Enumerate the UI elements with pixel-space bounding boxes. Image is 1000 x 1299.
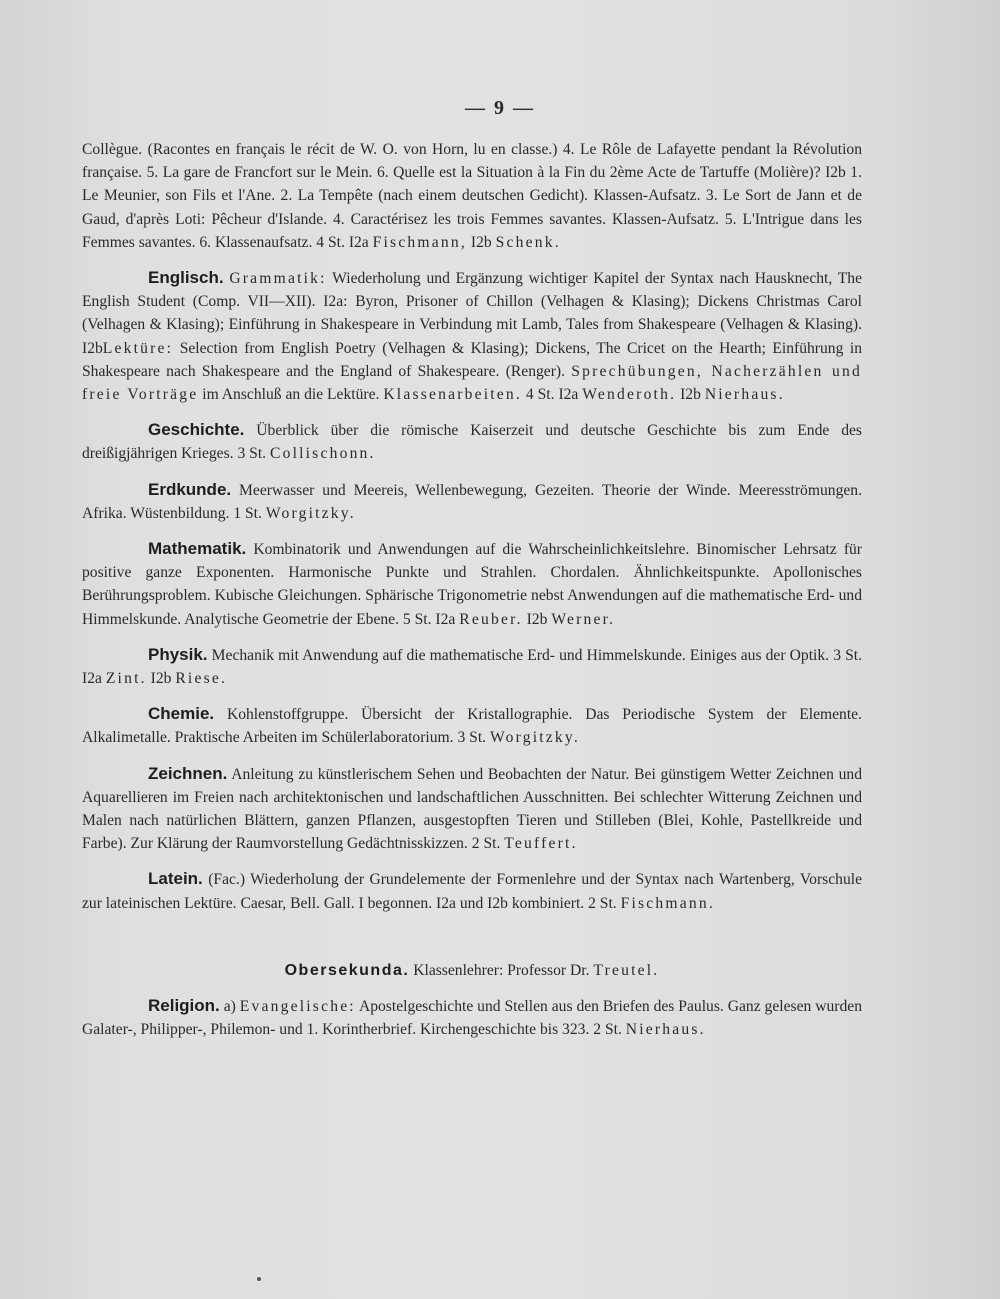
teacher-name: Teuffert. — [504, 835, 578, 853]
section-geschichte: Geschichte. Überblick über die römische Kaiserzeit und deutsche Geschichte bis zum Ende des dreißigjährigen Krieges. 3 St. Collischonn. — [82, 420, 862, 463]
teacher-name: Fischmann. — [620, 894, 715, 912]
intro-paragraph: Collègue. (Racontes en français le récit de W. O. von Horn, lu en classe.) 4. Le Rôle de Lafayette pendant la Révolution française. 5. La gare de Francfort sur le Mein. 6. Quelle est la Situation à la Fin du 2ème Acte de Tartuffe (Molière)? I2b 1. Le Meunier, son Fils et l'Ane. 2. La Tempête (nach einem deutschen Gedicht). Klassen-Aufsatz. 3. Le Sort de Jann et de Gaud, d'après Loti: Pêcheur d'Islande. 4. Caractérisez les trois Femmes savantes. Klassen-Aufsatz. 5. L'Intrigue dans les Femmes savantes. 6. Klassenaufsatz. 4 St. I2a Fischmann, I2b Schenk. — [82, 141, 862, 251]
teacher-name: Worgitzky. — [489, 729, 581, 747]
section-heading: Geschichte. — [148, 420, 245, 440]
class-header-obersekunda: Obersekunda. Klassenlehrer: Professor Dr. Treutel. — [284, 961, 660, 979]
section-latein: Latein. (Fac.) Wiederholung der Grundelemente der Formenlehre und der Syntax nach Wartenberg, Vorschule zur lateinischen Lektüre. Caesar, Bell. Gall. I begonnen. I2a und I2b kombiniert. 2 St. Fischmann. — [82, 869, 862, 912]
section-heading: Religion. — [148, 996, 220, 1016]
teacher-name: Zint. — [105, 670, 147, 688]
section-chemie: Chemie. Kohlenstoffgruppe. Übersicht der Kristallographie. Das Periodische System der Elemente. Alkalimetalle. Praktische Arbeiten im Schülerlaboratorium. 3 St. Worgitzky. — [82, 704, 862, 747]
teacher-name: Collischonn. — [269, 445, 376, 463]
teacher-name: Reuber. — [459, 610, 523, 628]
paper-speck — [257, 1277, 261, 1281]
section-heading: Latein. — [148, 869, 203, 889]
teacher-name: Treutel. — [593, 961, 660, 979]
section-heading: Englisch. — [148, 268, 224, 288]
section-mathematik: Mathematik. Kombinatorik und Anwendungen auf die Wahrscheinlichkeitslehre. Binomischer Lehrsatz für positive ganze Exponenten. Harmonische Punkte und Strahlen. Chordalen. Ähnlichkeitspunkte. Apollonisches Berührungsproblem. Kubische Gleichungen. Sphärische Trigonometrie nebst Anwendungen auf die mathematische Erd- und Himmelskunde. Analytische Geometrie der Ebene. 5 St. I2a Reuber. I2b Werner. — [82, 539, 863, 628]
page-body — [82, 138, 862, 1042]
teacher-name: Riese. — [175, 670, 228, 688]
class-heading: Obersekunda. — [284, 961, 410, 979]
section-heading: Mathematik. — [148, 539, 247, 559]
teacher-name: Schenk. — [495, 233, 561, 251]
teacher-name: Werner. — [551, 610, 616, 628]
section-physik: Physik. Mechanik mit Anwendung auf die mathematische Erd- und Himmelskunde. Einiges aus der Optik. 3 St. I2a Zint. I2b Riese. — [82, 644, 862, 688]
section-zeichnen: Zeichnen. Anleitung zu künstlerischem Sehen und Beobachten der Natur. Bei günstigem Wetter Zeichnen und Aquarellieren im Freien nach architektonischen und landschaftlichen Ausschnitten. Bei schlechter Witterung Zeichnen und Malen nach natürlichen Blättern, ganzen Pflanzen, ausgestopften Tieren und Stilleben (Blei, Kohle, Pastellkreide und Farbe). Zur Klärung der Raumvorstellung Gedächtnisskizzen. 2 St. Teuffert. — [82, 763, 862, 853]
section-religion: Religion. a) Evangelische: Apostelgeschichte und Stellen aus den Briefen des Paulus. Ganz gelesen wurden Galater-, Philipper-, Philemon- und 1. Korintherbrief. Kirchengeschichte bis 323. 2 St. Nierhaus. — [82, 996, 862, 1039]
section-englisch: Englisch. Grammatik: Wiederholung und Ergänzung wichtiger Kapitel der Syntax nach Hausknecht, The English Student (Comp. VII—XII). I2a: Byron, Prisoner of Chillon (Velhagen & Klasing); Dickens Christmas Carol (Velhagen & Klasing); Einführung in Shakespeare in Verbindung mit Lamb, Tales from Shakespeare (Velhagen & Klasing). I2bLektüre: Selection from English Poetry (Velhagen & Klasing); Dickens, The Cricet on the Hearth; Einführung in Shakespeare nach Shakespeare and the England of Shakespeare. (Renger). Sprechübungen, Nacherzählen und freie Vorträge im Anschluß an die Lektüre. Klassenarbeiten. 4 St. I2a Wenderoth. I2b Nierhaus. — [82, 268, 862, 404]
section-heading: Erdkunde. — [148, 479, 232, 499]
section-erdkunde: Erdkunde. Meerwasser und Meereis, Wellenbewegung, Gezeiten. Theorie der Winde. Meeresströmungen. Afrika. Wüstenbildung. 1 St. Worgitzky. — [82, 479, 862, 522]
teacher-name: Nierhaus. — [625, 1021, 706, 1039]
section-heading: Chemie. — [148, 704, 215, 724]
page-number: — 9 — — [465, 97, 535, 119]
teacher-name: Wenderoth. — [582, 386, 677, 404]
section-heading: Zeichnen. — [148, 763, 228, 783]
section-heading: Physik. — [148, 644, 208, 664]
teacher-name: Nierhaus. — [704, 386, 785, 404]
teacher-name: Fischmann, — [372, 233, 467, 251]
teacher-name: Worgitzky. — [265, 504, 356, 522]
